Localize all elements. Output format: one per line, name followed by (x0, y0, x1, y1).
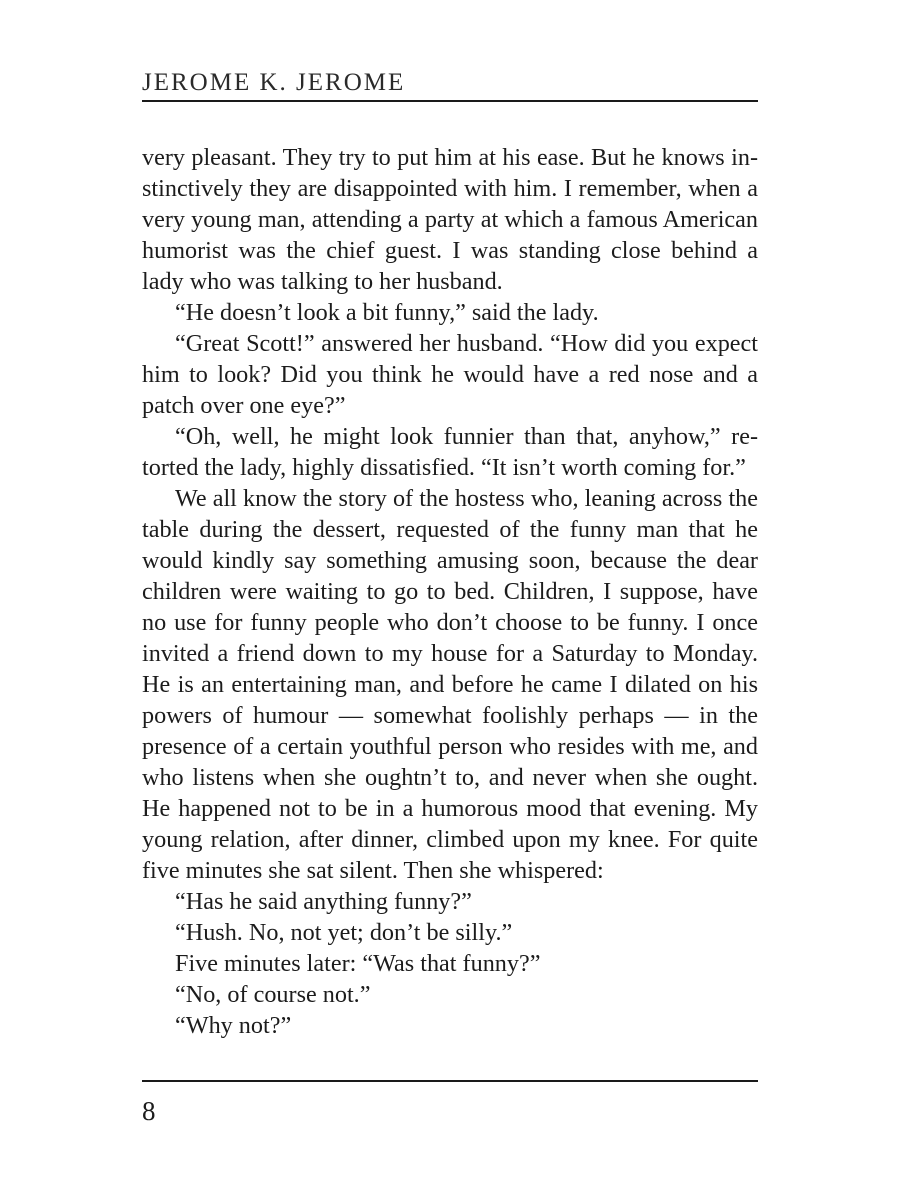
paragraph: “Why not?” (175, 1012, 292, 1039)
paragraph: “Great Scott!” answered her husband. “How did you expect him to look? Did you think he would have a red nose and a patch over one eye?” (142, 330, 758, 419)
page-body (142, 142, 758, 1041)
running-head-title: JEROME K. JEROME (142, 69, 406, 96)
paragraph: “No, of course not.” (175, 981, 371, 1008)
header-rule (142, 100, 758, 102)
paragraph: “Hush. No, not yet; don’t be silly.” (175, 919, 513, 946)
paragraph: We all know the story of the hostess who, leaning across the table during the dessert, requested of the funny man that he would kindly say something amusing soon, because the dear children were waiting to go to bed. Children, I suppose, have no use for funny people who don’t choose to be funny. I once invited a friend down to my house for a Saturday to Monday. He is an entertaining man, and before he came I dilated on his powers of humour — somewhat foolishly perhaps — in the presence of a certain youthful person who resides with me, and who listens when she oughtn’t to, and never when she ought. He happened not to be in a humorous mood that evening. My young relation, after dinner, climbed upon my knee. For quite five minutes she sat silent. Then she whispered: (142, 485, 758, 884)
paragraph: “Oh, well, he might look funnier than that, anyhow,” retorted the lady, highly dissatisfied. “It isn’t worth coming for.” (142, 423, 758, 481)
footer-rule (142, 1080, 758, 1082)
paragraph: “He doesn’t look a bit funny,” said the lady. (175, 299, 599, 326)
page-number: 8 (142, 1096, 156, 1126)
paragraph: very pleasant. They try to put him at his ease. But he knows instinctively they are disappointed with him. I remember, when a very young man, attending a party at which a famous American humorist was the chief guest. I was standing close behind a lady who was talking to her husband. (142, 144, 758, 295)
paragraph: Five minutes later: “Was that funny?” (175, 950, 541, 977)
paragraph: “Has he said anything funny?” (175, 888, 472, 915)
